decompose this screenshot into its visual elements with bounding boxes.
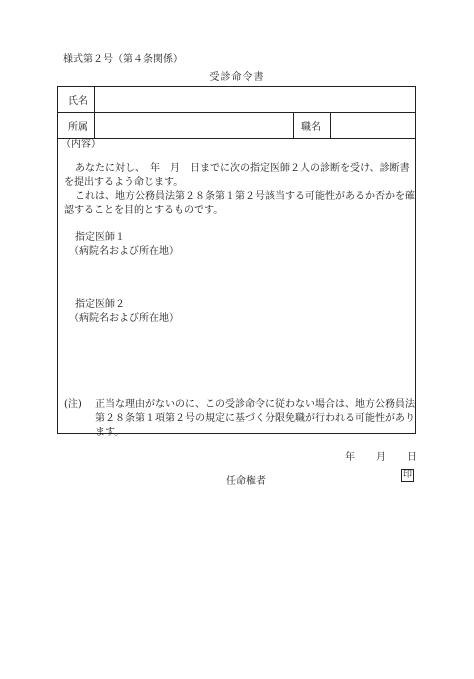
position-field[interactable] (331, 113, 415, 138)
body-line-1: あなたに対し、 年 月 日までに次の指定医師２人の診断を受け、診断書 (75, 163, 410, 174)
date-day: 日 (407, 452, 417, 463)
note-line-3: ます。 (95, 427, 125, 438)
name-label: 氏名 (58, 87, 95, 112)
affiliation-row (58, 113, 415, 139)
name-field[interactable] (95, 87, 415, 112)
affiliation-field[interactable] (95, 113, 294, 138)
form-box (57, 86, 416, 438)
note-line-2: 第２８条第１項第２号の規定に基づく分限免職が行われる可能性があり (95, 413, 415, 424)
doctor-2-label: 指定医師２ (75, 299, 125, 310)
issuer-label: 任命権者 (226, 476, 266, 487)
doctor-1-sub: （病院名および所在地） (69, 246, 179, 257)
body-line-3: これは、地方公務員法第２８条第１第２号該当する可能性があるか否かを確 (75, 191, 415, 202)
position-label: 職名 (294, 113, 331, 138)
document-title: 受診命令書 (209, 72, 265, 83)
body-line-4: 認することを目的とするものです。 (64, 205, 224, 216)
date-month: 月 (376, 452, 386, 463)
seal-mark: 印 (402, 470, 412, 480)
body-line-2: を提出するよう命じます。 (64, 177, 184, 188)
note-mark: (注) (64, 399, 82, 410)
note-line-1: 正当な理由がないのに、この受診命令に従わない場合は、地方公務員法 (95, 399, 415, 410)
doctor-1-label: 指定医師１ (75, 232, 125, 243)
doctor-2-sub: （病院名および所在地） (69, 313, 179, 324)
form-number: 様式第２号（第４条関係） (63, 54, 183, 65)
affiliation-label: 所属 (58, 113, 95, 138)
content-heading: （内容） (61, 139, 101, 150)
name-row (58, 87, 415, 113)
date-year: 年 (345, 452, 355, 463)
